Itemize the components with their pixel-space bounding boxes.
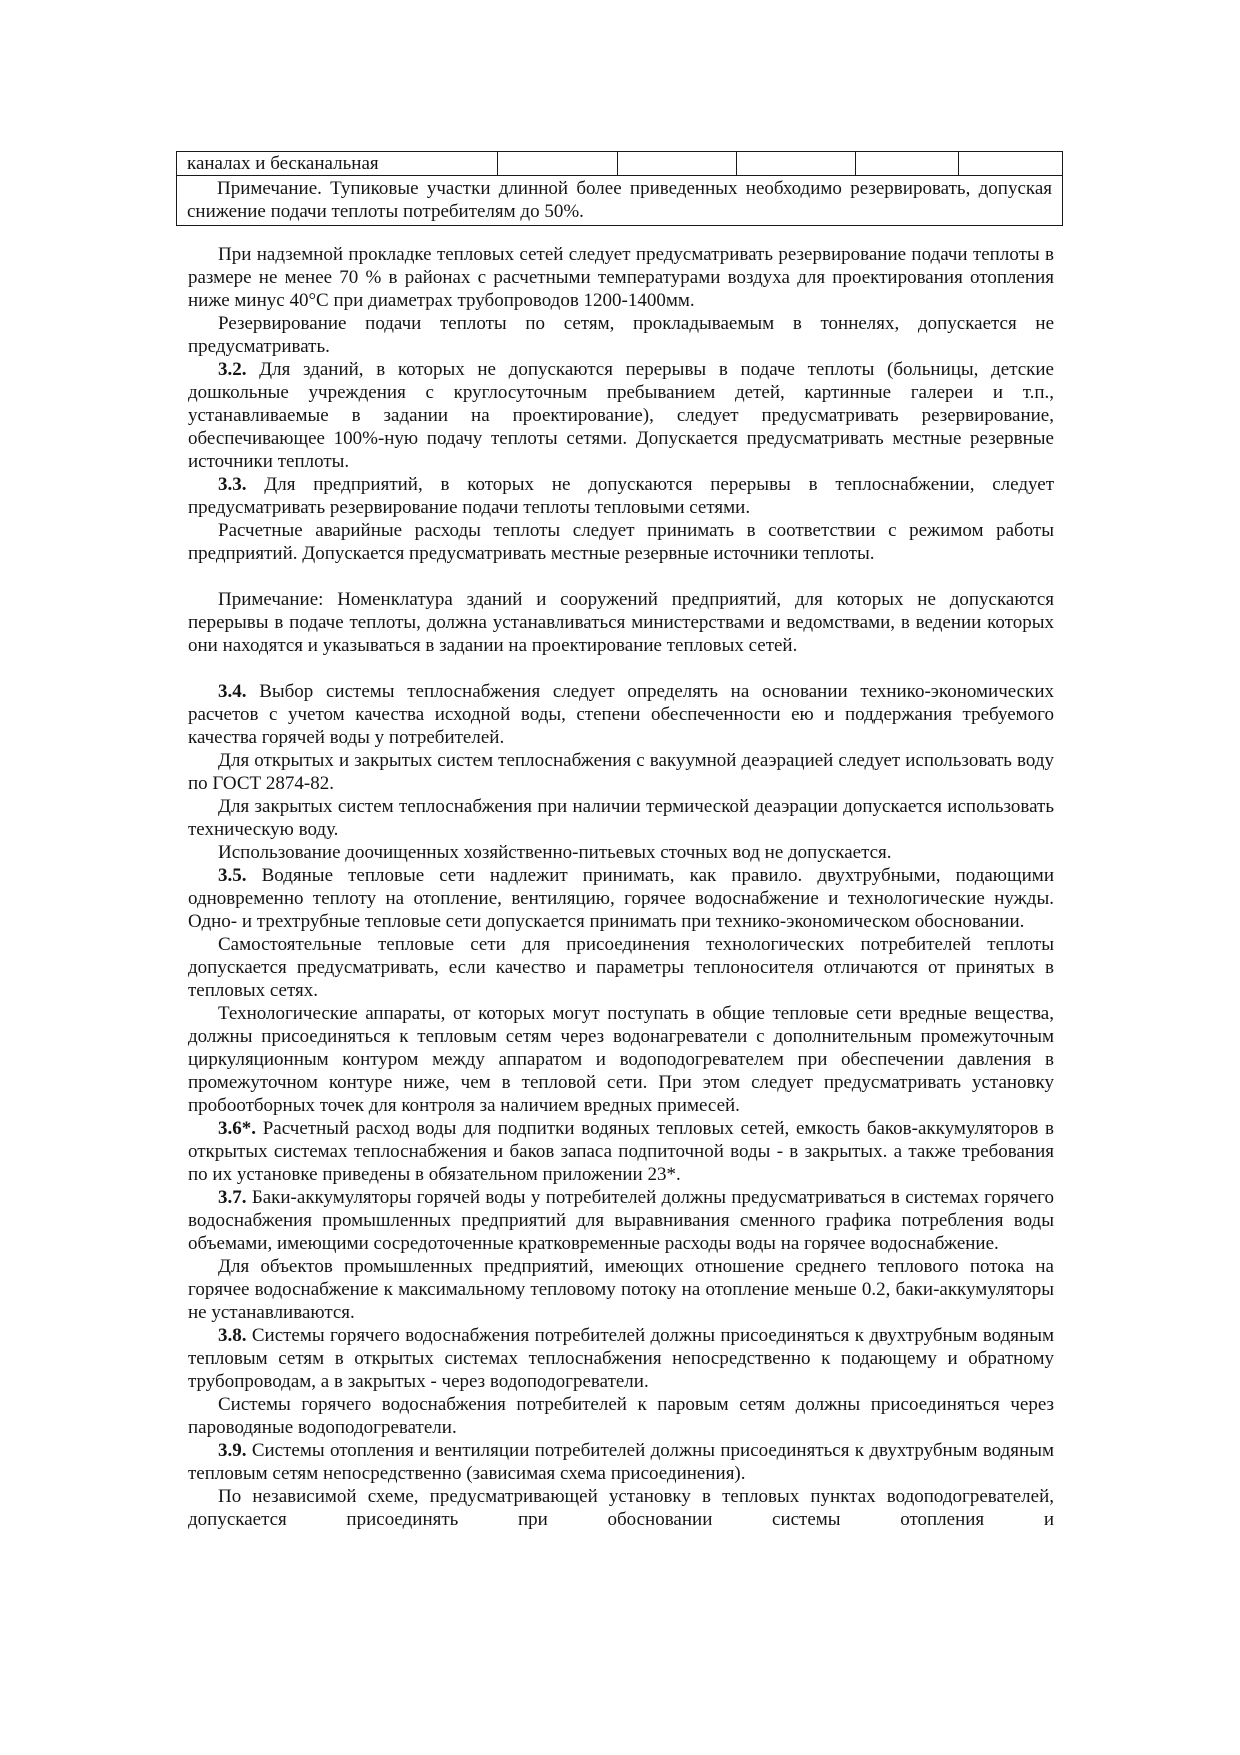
paragraph-16	[188, 1324, 1054, 1393]
paragraph-text: Системы отопления и вентиляции потребителей должны присоединяться к двухтрубным водяным тепловым сетям непосредственно (зависимая схема присоединения).	[188, 1440, 1054, 1484]
table-row	[177, 152, 1063, 176]
paragraph-18	[188, 1439, 1054, 1485]
clause-number: 3.3.	[218, 474, 247, 495]
paragraph-15	[188, 1255, 1054, 1324]
paragraph-text: По независимой схеме, предусматривающей установку в тепловых пунктах водоподогревателей, допускается присоединять при обосновании системы отопления и	[188, 1486, 1054, 1530]
paragraph-0	[188, 243, 1054, 312]
paragraph-13	[188, 1117, 1054, 1186]
paragraph-19	[188, 1485, 1054, 1531]
clause-number: 3.6*.	[218, 1118, 256, 1139]
table-cell-empty	[498, 152, 618, 176]
document-body	[188, 243, 1054, 1531]
paragraph-text: Выбор системы теплоснабжения следует определять на основании технико-экономических расчетов с учетом качества исходной воды, степени обеспеченности ею и поддержания требуемого качества горячей воды у потребителей.	[188, 681, 1054, 748]
clause-number: 3.2.	[218, 359, 247, 380]
paragraph-text: Для зданий, в которых не допускаются перерывы в подаче теплоты (больницы, детские дошкольные учреждения с круглосуточным пребыванием детей, картинные галереи и т.п., устанавливаемые в задании на проектирование), следует предусматривать резервирование, обеспечивающее 100%-ную подачу теплоты сетями. Допускается предусматривать местные резервные источники теплоты.	[188, 359, 1054, 472]
table-note-cell	[177, 176, 1063, 226]
table-cell-empty	[959, 152, 1063, 176]
paragraph-text: Расчетные аварийные расходы теплоты следует принимать в соответствии с режимом работы предприятий. Допускается предусматривать местные резервные источники теплоты.	[188, 520, 1054, 564]
paragraph-6	[188, 680, 1054, 749]
table-fragment	[176, 151, 1063, 226]
paragraph-text: Водяные тепловые сети надлежит принимать, как правило. двухтрубными, подающими одновременно теплоту на отопление, вентиляцию, горячее водоснабжение и технологические нужды. Одно- и трехтрубные тепловые сети допускается принимать при технико-экономическом обосновании.	[188, 865, 1054, 932]
table-note-text: Примечание. Тупиковые участки длинной более приведенных необходимо резервировать, допуская снижение подачи теплоты потребителям до 50%.	[187, 178, 1052, 222]
paragraph-3	[188, 473, 1054, 519]
paragraph-text: Для открытых и закрытых систем теплоснабжения с вакуумной деаэрацией следует использовать воду по ГОСТ 2874-82.	[188, 750, 1054, 794]
table-cell-type: каналах и бесканальная	[177, 152, 498, 176]
paragraph-text: При надземной прокладке тепловых сетей следует предусматривать резервирование подачи теплоты в размере не менее 70 % в районах с расчетными температурами воздуха для проектирования отопления ниже минус 40°С при диаметрах трубопроводов 1200-1400мм.	[188, 244, 1054, 311]
paragraph-7	[188, 749, 1054, 795]
paragraph-text: Баки-аккумуляторы горячей воды у потребителей должны предусматриваться в системах горячего водоснабжения промышленных предприятий для выравнивания сменного графика потребления воды объемами, имеющими сосредоточенные кратковременные расходы воды на горячее водоснабжение.	[188, 1187, 1054, 1254]
paragraph-text: Системы горячего водоснабжения потребителей должны присоединяться к двухтрубным водяным тепловым сетям в открытых системах теплоснабжения непосредственно к подающему и обратному трубопроводам, а в закрытых - через водоподогреватели.	[188, 1325, 1054, 1392]
paragraph-11	[188, 933, 1054, 1002]
paragraph-text: Использование доочищенных хозяйственно-питьевых сточных вод не допускается.	[218, 842, 892, 863]
paragraph-text: Самостоятельные тепловые сети для присоединения технологических потребителей теплоты допускается предусматривать, если качество и параметры теплоносителя отличаются от принятых в тепловых сетях.	[188, 934, 1054, 1001]
paragraph-17	[188, 1393, 1054, 1439]
paragraph-text: Резервирование подачи теплоты по сетям, прокладываемым в тоннелях, допускается не предусматривать.	[188, 313, 1054, 357]
paragraph-text: Системы горячего водоснабжения потребителей к паровым сетям должны присоединяться через пароводяные водоподогреватели.	[188, 1394, 1054, 1438]
clause-number: 3.5.	[218, 865, 247, 886]
table-cell-empty	[618, 152, 737, 176]
table-cell-empty	[856, 152, 959, 176]
paragraph-9	[188, 841, 1054, 864]
paragraph-text: Примечание: Номенклатура зданий и сооружений предприятий, для которых не допускаются перерывы в подаче теплоты, должна устанавливаться министерствами и ведомствами, в ведении которых они находятся и указываться в задании на проектирование тепловых сетей.	[188, 589, 1054, 656]
paragraph-text: Технологические аппараты, от которых могут поступать в общие тепловые сети вредные вещества, должны присоединяться к тепловым сетям через водонагреватели с дополнительным промежуточным циркуляционным контуром между аппаратом и водоподогревателем при обеспечении давления в промежуточном контуре ниже, чем в тепловой сети. При этом следует предусматривать установку пробоотборных точек для контроля за наличием вредных примесей.	[188, 1003, 1054, 1116]
paragraph-10	[188, 864, 1054, 933]
paragraph-text: Расчетный расход воды для подпитки водяных тепловых сетей, емкость баков-аккумуляторов в открытых системах теплоснабжения и баков запаса подпиточной воды - в закрытых. а также требования по их установке приведены в обязательном приложении 23*.	[188, 1118, 1054, 1185]
paragraph-2	[188, 358, 1054, 473]
clause-number: 3.9.	[218, 1440, 247, 1461]
table-cell-empty	[737, 152, 856, 176]
paragraph-8	[188, 795, 1054, 841]
paragraph-text: Для предприятий, в которых не допускаются перерывы в теплоснабжении, следует предусматривать резервирование подачи теплоты тепловыми сетями.	[188, 474, 1054, 518]
paragraph-4	[188, 519, 1054, 565]
paragraph-text: Для объектов промышленных предприятий, имеющих отношение среднего теплового потока на горячее водоснабжение к максимальному тепловому потоку на отопление меньше 0.2, баки-аккумуляторы не устанавливаются.	[188, 1256, 1054, 1323]
paragraph-1	[188, 312, 1054, 358]
paragraph-note	[188, 588, 1054, 657]
clause-number: 3.7.	[218, 1187, 247, 1208]
clause-number: 3.4.	[218, 681, 247, 702]
paragraph-14	[188, 1186, 1054, 1255]
clause-number: 3.8.	[218, 1325, 247, 1346]
paragraph-text: Для закрытых систем теплоснабжения при наличии термической деаэрации допускается использовать техническую воду.	[188, 796, 1054, 840]
paragraph-12	[188, 1002, 1054, 1117]
table-note-row	[177, 176, 1063, 226]
